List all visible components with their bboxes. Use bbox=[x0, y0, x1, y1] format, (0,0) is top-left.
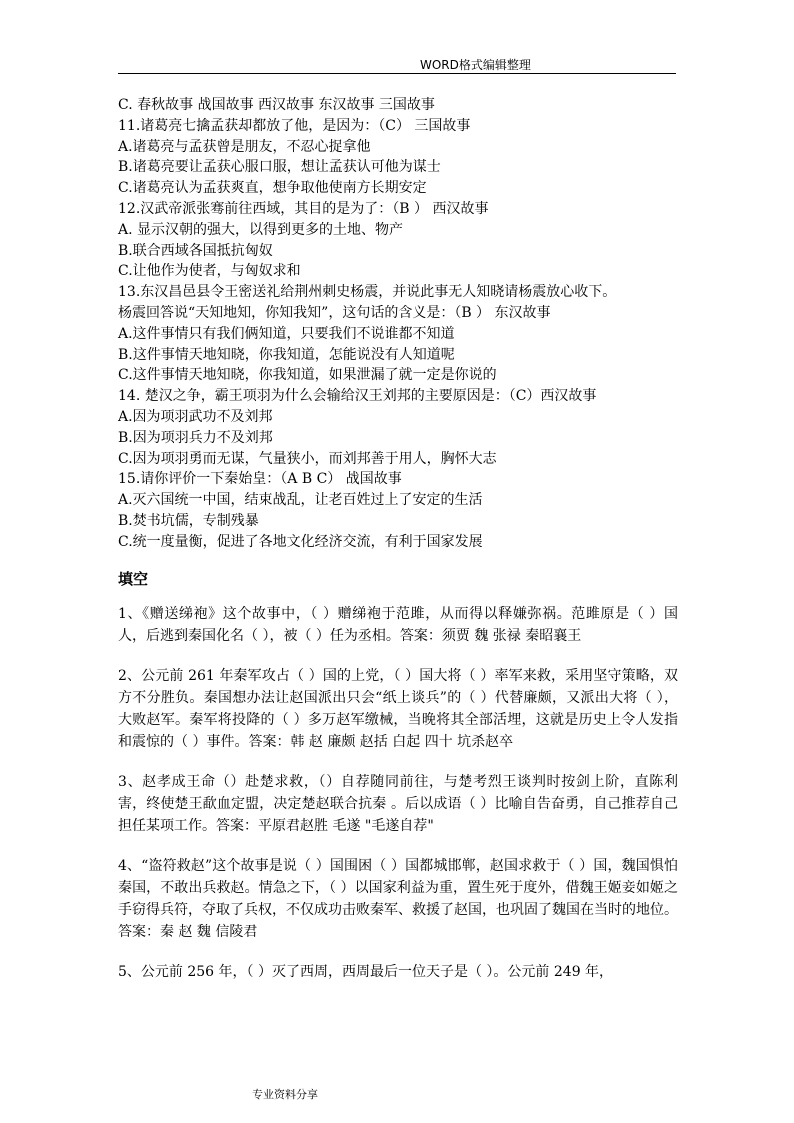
question-line: C.统一度量衡，促进了各地文化经济交流，有利于国家发展 bbox=[118, 533, 483, 550]
question-line: A.因为项羽武功不及刘邦 bbox=[118, 408, 273, 425]
header-divider bbox=[118, 73, 676, 74]
page-footer: 专业资料分享 bbox=[252, 1088, 318, 1101]
question-line: B.焚书坑儒，专制残暴 bbox=[118, 512, 259, 529]
question-line: C. 春秋故事 战国故事 西汉故事 东汉故事 三国故事 bbox=[118, 97, 435, 113]
question-line: 13.东汉昌邑县令王密送礼给荆州刺史杨震，并说此事无人知晓请杨震放心收下。 bbox=[118, 284, 617, 301]
question-line: C.这件事情天地知晓，你我知道，如果泄漏了就一定是你说的 bbox=[118, 367, 497, 384]
question-line: A.这件事情只有我们俩知道，只要我们不说谁都不知道 bbox=[118, 325, 455, 342]
fill-in-paragraph: 4、“盗符救赵”这个故事是说（ ）国围困（ ）国都城邯郸，赵国求救于（ ）国，魏国惧怕秦国，不敢出兵救赵。情急之下，（ ）以国家利益为重，置生死于度外，借魏王姬妾如姬之手窃得兵符，夺取了兵权，不仅成功击败秦军、救援了赵国，也巩固了魏国在当时的地位。答案：秦 赵 魏 信陵君 bbox=[118, 857, 678, 940]
question-line: A.灭六国统一中国，结束战乱，让老百姓过上了安定的生活 bbox=[118, 492, 483, 509]
question-line: A. 显示汉朝的强大，以得到更多的土地、物产 bbox=[118, 221, 404, 238]
question-line: C.让他作为使者，与匈奴求和 bbox=[118, 263, 301, 280]
question-line: C.因为项羽勇而无谋，气量狭小，而刘邦善于用人，胸怀大志 bbox=[118, 450, 497, 467]
question-line: B.这件事情天地知晓，你我知道，怎能说没有人知道呢 bbox=[118, 346, 455, 363]
question-line: 11.诸葛亮七擒孟获却都放了他，是因为：（C） 三国故事 bbox=[118, 117, 471, 134]
question-line: A.诸葛亮与孟获曾是朋友，不忍心捉拿他 bbox=[118, 138, 371, 155]
question-line: B.因为项羽兵力不及刘邦 bbox=[118, 429, 273, 446]
question-line: 15.请你评价一下秦始皇：（A B C） 战国故事 bbox=[118, 471, 402, 488]
fill-in-block bbox=[118, 603, 678, 983]
fill-in-paragraph: 3、赵孝成王命（）赴楚求救，（）自荐随同前往，与楚考烈王谈判时按剑上阶，直陈利害，终使楚王歃血定盟，决定楚赵联合抗秦 。后以成语（ ）比喻自告奋勇，自己推荐自己担任某项工作。答案：平原君赵胜 毛遂 "毛遂自荐" bbox=[118, 773, 678, 834]
document-body bbox=[118, 95, 678, 1001]
question-line: B.诸葛亮要让孟获心服口服，想让孟获认可他为谋士 bbox=[118, 159, 441, 176]
fill-in-paragraph: 5、公元前 256 年，（ ）灭了西周，西周最后一位天子是（ ）。公元前 249 年， bbox=[118, 963, 614, 980]
section-title-fill-in: 填空 bbox=[118, 569, 149, 588]
question-line: 杨震回答说“天知地知，你知我知”，这句话的含义是：（B ） 东汉故事 bbox=[118, 304, 551, 321]
fill-in-paragraph: 1、《赠送绨袍》这个故事中，（ ）赠绨袍于范雎，从而得以释嫌弥祸。范雎原是（ ）国人，后逃到秦国化名（ ），被（ ）任为丞相。答案：须贾 魏 张禄 秦昭襄王 bbox=[118, 605, 678, 644]
question-line: C.诸葛亮认为孟获爽直，想争取他使南方长期安定 bbox=[118, 180, 427, 197]
question-line: B.联合西域各国抵抗匈奴 bbox=[118, 242, 273, 259]
question-line: 12.汉武帝派张骞前往西域，其目的是为了：（B ） 西汉故事 bbox=[118, 200, 489, 217]
question-line: 14. 楚汉之争，霸王项羽为什么会输给汉王刘邦的主要原因是：（C）西汉故事 bbox=[118, 388, 597, 405]
fill-in-paragraph: 2、公元前 261 年秦军攻占（ ）国的上党，（ ）国大将（ ）率军来救，采用坚守策略，双方不分胜负。秦国想办法让赵国派出只会“纸上谈兵”的（ ）代替廉颇，又派出大将（ ），大败赵军。秦军将投降的（ ）多万赵军缴械，当晚将其全部活埋，这就是历史上令人发指和震惊的（ ）事件。答案：韩 赵 廉颇 赵括 白起 四十 坑杀赵卒 bbox=[118, 667, 678, 750]
page-header-title: WORD格式编辑整理 bbox=[420, 58, 531, 72]
multiple-choice-block bbox=[118, 95, 678, 553]
